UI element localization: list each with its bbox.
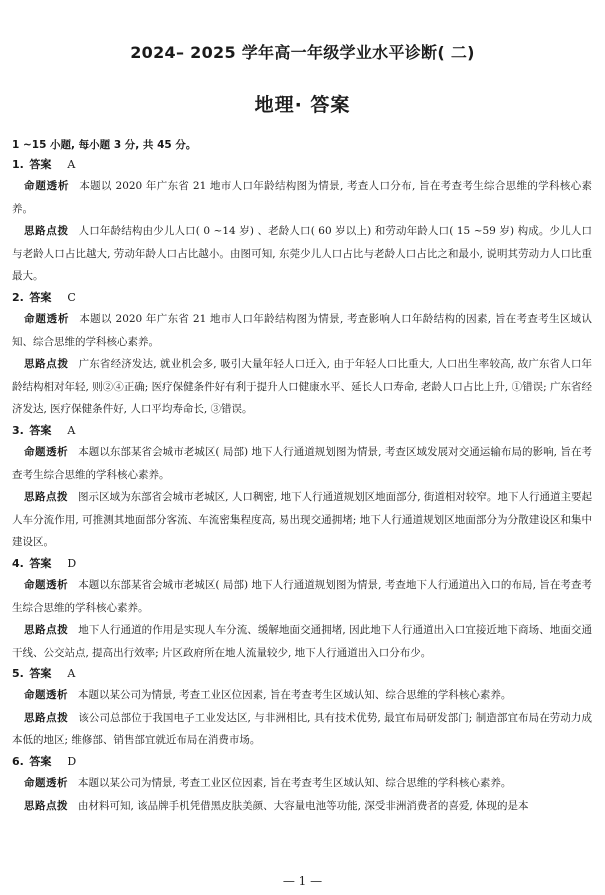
explanation-paragraph bbox=[12, 772, 592, 795]
section-text: 由材料可知, 该品牌手机凭借黑皮肤美颜、大容量电池等功能, 深受非洲消费者的喜爱, 体现的是本 bbox=[78, 799, 529, 812]
section-text: 本题以某公司为情景, 考查工业区位因素, 旨在考查考生区域认知、综合思维的学科核心素养。 bbox=[78, 689, 512, 702]
explanation-paragraph bbox=[12, 684, 592, 707]
explanation-paragraph bbox=[12, 795, 592, 818]
subject-heading: 地理· 答案 bbox=[254, 94, 351, 116]
question-answer-line bbox=[12, 288, 592, 308]
answer-choice: C bbox=[67, 290, 76, 304]
answer-content bbox=[12, 136, 592, 817]
question-block bbox=[12, 664, 592, 752]
section-text: 本题以 2020 年广东省 21 地市人口年龄结构图为情景, 考查影响人口年龄结构的因素, 旨在考查考生区域认知、综合思维的学科核心素养。 bbox=[12, 312, 592, 348]
answer-choice: D bbox=[67, 556, 77, 570]
explanation-paragraph bbox=[12, 486, 592, 554]
section-tag: 思路点拨 bbox=[24, 225, 69, 238]
section-text: 人口年龄结构由少儿人口( 0 ~14 岁) 、老龄人口( 60 岁以上) 和劳动年龄人口( 15 ~59 岁) 构成。少儿人口与老龄人口占比越大, 劳动年龄人口占比越小。由图可知, 东莞少儿人口占比与老龄人口占比之和最小, 说明其劳动力人口比重最大。 bbox=[12, 225, 593, 283]
section-tag: 命题透析 bbox=[24, 312, 70, 325]
question-number: 2. bbox=[12, 290, 24, 304]
section-tag: 思路点拨 bbox=[24, 358, 69, 371]
question-answer-line bbox=[12, 155, 592, 175]
question-number: 6. bbox=[12, 755, 24, 769]
document-title: 2024– 2025 学年高一年级学业水平诊断( 二) bbox=[130, 43, 475, 62]
section-tag: 命题透析 bbox=[24, 180, 70, 192]
explanation-paragraph bbox=[12, 707, 592, 752]
question-number: 3. bbox=[12, 423, 24, 437]
section-text: 本题以 2020 年广东省 21 地市人口年龄结构图为情景, 考查人口分布, 旨在考查考生综合思维的学科核心素养。 bbox=[12, 180, 592, 215]
section-text: 广东省经济发达, 就业机会多, 吸引大量年轻人口迁入, 由于年轻人口比重大, 人口出生率较高, 故广东省人口年龄结构相对年轻, 则②④正确; 医疗保健条件好有利于提升人口健康水平、延长人口寿命, 老龄人口占比上升, ①错误; 广东省经济发达, 医疗保健条件好, 人口平均寿命长, ③错误。 bbox=[12, 358, 593, 416]
question-answer-line bbox=[12, 664, 592, 684]
section-tag: 命题透析 bbox=[24, 777, 68, 790]
question-answer-line bbox=[12, 554, 592, 574]
explanation-paragraph bbox=[12, 308, 592, 353]
section-tag: 思路点拨 bbox=[24, 491, 69, 504]
page-number: — 1 — bbox=[282, 874, 323, 888]
answer-choice: A bbox=[67, 158, 76, 171]
section-text: 本题以东部某省会城市老城区( 局部) 地下人行通道规划图为情景, 考查区域发展对交通运输布局的影响, 旨在考查考生综合思维的学科核心素养。 bbox=[12, 445, 593, 481]
question-number: 4. bbox=[12, 556, 24, 570]
section-tag: 思路点拨 bbox=[24, 624, 69, 637]
section-text: 本题以某公司为情景, 考查工业区位因素, 旨在考查考生区域认知、综合思维的学科核心素养。 bbox=[78, 777, 512, 790]
answer-choice: A bbox=[67, 423, 76, 437]
section-tag: 命题透析 bbox=[24, 689, 68, 702]
section-text: 图示区域为东部省会城市老城区, 人口稠密, 地下人行通道规划区地面部分, 街道相对较窄。地下人行通道主要起人车分流作用, 可推测其地面部分客流、车流密集程度高, 易出现交通拥堵; 地下人行通道规划区地面部分为分散建设区和集中建设区。 bbox=[12, 491, 593, 549]
answer-label: 答案 bbox=[29, 423, 52, 437]
question-block bbox=[12, 288, 592, 421]
answer-choice: A bbox=[67, 667, 76, 681]
explanation-paragraph bbox=[12, 574, 592, 619]
question-answer-line bbox=[12, 421, 592, 441]
explanation-paragraph bbox=[12, 175, 592, 220]
answer-label: 答案 bbox=[29, 755, 52, 769]
question-number: 5. bbox=[12, 667, 24, 681]
question-block bbox=[12, 155, 592, 288]
question-block bbox=[12, 752, 592, 817]
question-block bbox=[12, 421, 592, 554]
explanation-paragraph bbox=[12, 353, 592, 421]
answer-label: 答案 bbox=[29, 158, 52, 171]
section-text: 该公司总部位于我国电子工业发达区, 与非洲相比, 具有技术优势, 最宜布局研发部门; 制造部宜布局在劳动力成本低的地区; 维修部、销售部宜就近布局在消费市场。 bbox=[12, 711, 592, 747]
section-tag: 命题透析 bbox=[24, 578, 69, 591]
question-block bbox=[12, 554, 592, 664]
answer-label: 答案 bbox=[29, 290, 52, 304]
answer-choice: D bbox=[67, 755, 77, 769]
explanation-paragraph bbox=[12, 619, 592, 664]
scoring-intro: 1 ~15 小题, 每小题 3 分, 共 45 分。 bbox=[12, 139, 197, 151]
answer-label: 答案 bbox=[29, 556, 52, 570]
question-answer-line bbox=[12, 752, 592, 772]
question-number: 1. bbox=[12, 158, 24, 171]
question-list bbox=[12, 155, 592, 817]
explanation-paragraph bbox=[12, 220, 592, 288]
section-text: 地下人行通道的作用是实现人车分流、缓解地面交通拥堵, 因此地下人行通道出入口宜接近地下商场、地面交通干线、公交站点, 提高出行效率; 片区政府所在地人流量较少, 地下人行通道出入口分布少。 bbox=[12, 624, 592, 659]
explanation-paragraph bbox=[12, 441, 592, 486]
section-tag: 思路点拨 bbox=[24, 799, 68, 812]
answer-label: 答案 bbox=[29, 667, 52, 681]
section-text: 本题以东部某省会城市老城区( 局部) 地下人行通道规划图为情景, 考查地下人行通道出入口的布局, 旨在考查考生综合思维的学科核心素养。 bbox=[12, 578, 593, 614]
section-tag: 思路点拨 bbox=[24, 711, 69, 724]
section-tag: 命题透析 bbox=[24, 445, 69, 458]
